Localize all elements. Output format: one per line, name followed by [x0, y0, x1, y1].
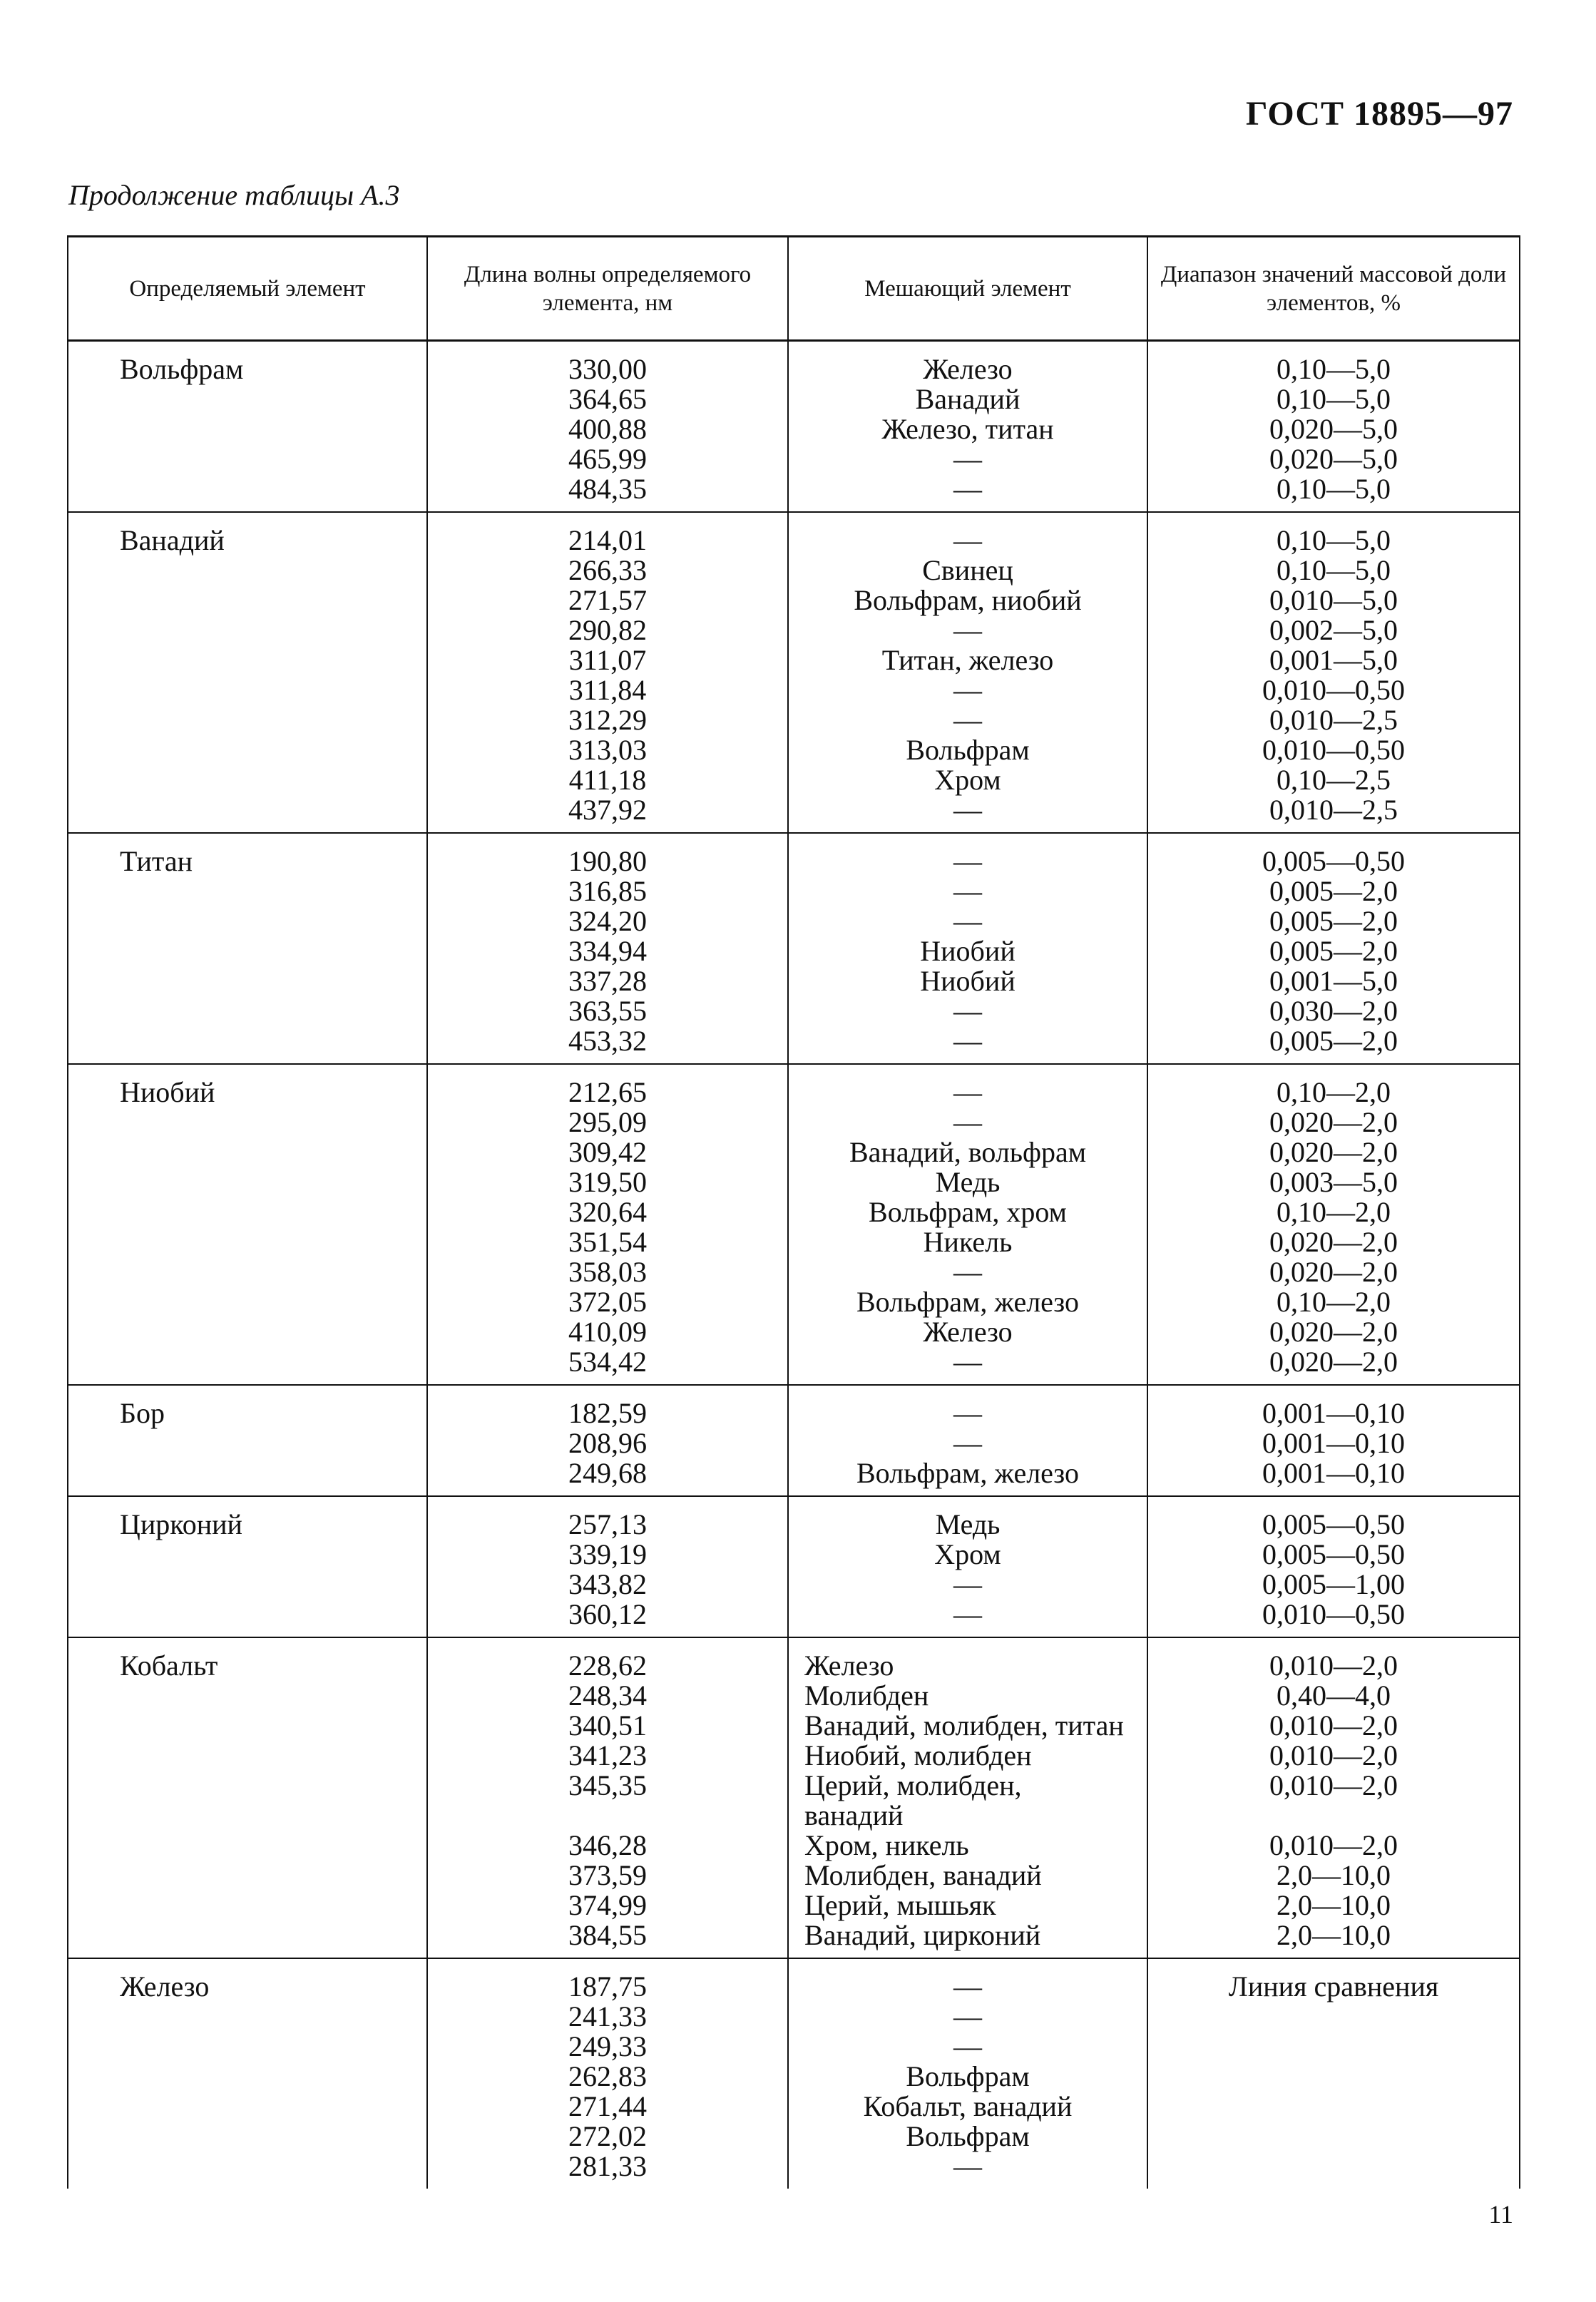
wavelength-value: 295,09: [568, 1106, 647, 1138]
interferent-value: Свинец: [922, 554, 1013, 586]
wavelength-value: 358,03: [568, 1256, 647, 1288]
interferent-value: —: [953, 1256, 982, 1288]
range-value: 0,10—5,0: [1277, 383, 1391, 415]
element-name: Вольфрам: [120, 353, 244, 385]
interferent-value: —: [953, 1598, 982, 1630]
wavelength-value: 309,42: [568, 1136, 647, 1168]
range-value: 0,030—2,0: [1269, 995, 1398, 1027]
interferent-value: Церий, молибден,: [804, 1769, 1022, 1801]
interferent-value: —: [953, 2000, 982, 2032]
interferent-value: Железо: [923, 353, 1013, 385]
range-value: 0,020—2,0: [1269, 1346, 1398, 1378]
interferent-value: Железо, титан: [881, 413, 1054, 445]
interferent-value: Ванадий, молибден, титан: [804, 1709, 1124, 1741]
range-value: 0,001—5,0: [1269, 644, 1398, 676]
interferent-value: —: [953, 875, 982, 907]
wavelength-value: 465,99: [568, 443, 647, 475]
interferent-value: —: [953, 1397, 982, 1429]
range-value: 0,10—5,0: [1277, 353, 1391, 385]
range-value: 0,020—2,0: [1269, 1256, 1398, 1288]
wavelength-value: 249,33: [568, 2030, 647, 2062]
wavelength-value: 453,32: [568, 1025, 647, 1057]
interferent-value: —: [953, 995, 982, 1027]
wavelength-cell: [427, 1385, 788, 1496]
interferent-cell: [788, 1637, 1147, 1958]
wavelength-value: 400,88: [568, 413, 647, 445]
range-value: [1148, 1801, 1519, 1831]
range-cell: [1147, 512, 1520, 833]
element-cell: [68, 1958, 427, 2189]
interferent-cell: [788, 341, 1147, 513]
wavelength-value: 330,00: [568, 353, 647, 385]
interferent-value: —: [953, 1427, 982, 1459]
interferent-value: Медь: [935, 1166, 1001, 1198]
range-cell: [1147, 1064, 1520, 1385]
wavelength-cell: [427, 833, 788, 1064]
table-row: [68, 512, 1520, 833]
interferent-cell: [788, 1496, 1147, 1637]
interferent-value: Хром: [934, 1538, 1001, 1570]
range-value: 0,002—5,0: [1269, 614, 1398, 646]
range-value: 0,005—0,50: [1262, 1538, 1405, 1570]
table-row: [68, 1958, 1520, 2189]
range-value: 0,010—2,0: [1269, 1649, 1398, 1682]
interferent-value: Церий, мышьяк: [804, 1889, 996, 1921]
wavelength-value: 410,09: [568, 1316, 647, 1348]
range-value: 0,10—2,5: [1277, 764, 1391, 796]
interferent-value: —: [953, 1076, 982, 1108]
wavelength-value: 187,75: [568, 1970, 647, 2002]
element-cell: [68, 512, 427, 833]
interferent-value: —: [953, 524, 982, 556]
range-value: 0,001—0,10: [1262, 1457, 1405, 1489]
interferent-value: Молибден, ванадий: [804, 1859, 1042, 1891]
range-cell: [1147, 1385, 1520, 1496]
range-value: 0,10—5,0: [1277, 554, 1391, 586]
range-cell: [1147, 1637, 1520, 1958]
table-header-row: [68, 237, 1520, 341]
range-value: [1148, 2152, 1519, 2181]
range-value: 0,10—2,0: [1277, 1286, 1391, 1318]
range-value: 0,001—5,0: [1269, 965, 1398, 997]
range-value: 0,020—5,0: [1269, 443, 1398, 475]
table-row: [68, 1637, 1520, 1958]
element-cell: [68, 341, 427, 513]
interferent-value: Медь: [935, 1508, 1001, 1540]
range-value: 0,005—2,0: [1269, 875, 1398, 907]
range-value: 0,010—2,5: [1269, 794, 1398, 826]
interferent-value: Молибден: [804, 1679, 929, 1712]
range-value: [1148, 2092, 1519, 2122]
column-header: Диапазон значений массовой доли элементов, %: [1147, 237, 1520, 341]
interferent-value: Вольфрам, ниобий: [854, 584, 1082, 616]
wavelength-value: 312,29: [568, 704, 647, 736]
range-value: 2,0—10,0: [1277, 1919, 1391, 1951]
range-value: 0,005—2,0: [1269, 905, 1398, 937]
interferent-value: Ванадий, вольфрам: [849, 1136, 1087, 1168]
wavelength-value: 190,80: [568, 845, 647, 877]
wavelength-cell: [427, 512, 788, 833]
range-value: 0,010—2,0: [1269, 1769, 1398, 1801]
wavelength-value: 311,84: [568, 674, 647, 706]
wavelength-cell: [427, 1496, 788, 1637]
interferent-value: —: [953, 1568, 982, 1600]
interferent-value: Ванадий: [915, 383, 1020, 415]
range-value: 0,005—2,0: [1269, 1025, 1398, 1057]
interferent-cell: [788, 1958, 1147, 2189]
wavelength-value: 437,92: [568, 794, 647, 826]
range-value: Линия сравнения: [1228, 1970, 1439, 2002]
range-cell: [1147, 833, 1520, 1064]
wavelength-value: 214,01: [568, 524, 647, 556]
wavelength-value: 324,20: [568, 905, 647, 937]
wavelength-value: 290,82: [568, 614, 647, 646]
element-cell: [68, 1385, 427, 1496]
range-value: 2,0—10,0: [1277, 1859, 1391, 1891]
range-value: [1148, 2002, 1519, 2032]
interferent-value: Кобальт, ванадий: [863, 2090, 1073, 2122]
range-value: 0,003—5,0: [1269, 1166, 1398, 1198]
range-value: 0,010—5,0: [1269, 584, 1398, 616]
wavelength-value: 266,33: [568, 554, 647, 586]
wavelength-value: 364,65: [568, 383, 647, 415]
interferent-value: Вольфрам: [906, 734, 1030, 766]
wavelength-value: [428, 1801, 787, 1831]
range-value: 0,010—2,0: [1269, 1829, 1398, 1861]
range-value: 0,010—0,50: [1262, 674, 1405, 706]
range-value: 0,010—2,5: [1269, 704, 1398, 736]
interferent-value: ванадий: [804, 1799, 904, 1831]
interferent-value: Железо: [804, 1649, 894, 1682]
range-cell: [1147, 341, 1520, 513]
range-value: 0,010—0,50: [1262, 734, 1405, 766]
element-name: Железо: [120, 1970, 210, 2002]
wavelength-value: 182,59: [568, 1397, 647, 1429]
range-value: 0,005—1,00: [1262, 1568, 1405, 1600]
interferent-value: —: [953, 1025, 982, 1057]
range-value: 0,010—2,0: [1269, 1709, 1398, 1741]
range-value: 0,020—2,0: [1269, 1136, 1398, 1168]
interferent-value: —: [953, 1106, 982, 1138]
element-name: Цирконий: [120, 1508, 242, 1540]
interferent-value: —: [953, 1970, 982, 2002]
wavelength-value: 257,13: [568, 1508, 647, 1540]
range-value: 0,001—0,10: [1262, 1427, 1405, 1459]
interferent-cell: [788, 833, 1147, 1064]
wavelength-value: 484,35: [568, 473, 647, 505]
range-value: 0,10—2,0: [1277, 1196, 1391, 1228]
wavelength-value: 341,23: [568, 1739, 647, 1771]
interferent-value: Вольфрам, железо: [856, 1457, 1079, 1489]
column-header: Определяемый элемент: [68, 237, 427, 341]
wavelength-value: 372,05: [568, 1286, 647, 1318]
interferent-value: —: [953, 704, 982, 736]
element-name: Бор: [120, 1397, 165, 1429]
interferent-value: —: [953, 443, 982, 475]
interferent-value: —: [953, 1346, 982, 1378]
range-value: 0,10—5,0: [1277, 524, 1391, 556]
wavelength-value: 319,50: [568, 1166, 647, 1198]
interferent-value: —: [953, 2150, 982, 2182]
interferent-value: Вольфрам, железо: [856, 1286, 1079, 1318]
spectral-lines-table: [67, 235, 1520, 2189]
table-row: [68, 1496, 1520, 1637]
interferent-value: Титан, железо: [881, 644, 1054, 676]
wavelength-value: 208,96: [568, 1427, 647, 1459]
wavelength-value: 313,03: [568, 734, 647, 766]
wavelength-value: 346,28: [568, 1829, 647, 1861]
page-number: 11: [1488, 2200, 1513, 2229]
range-value: 0,005—2,0: [1269, 935, 1398, 967]
wavelength-value: 228,62: [568, 1649, 647, 1682]
table-row: [68, 833, 1520, 1064]
wavelength-value: 343,82: [568, 1568, 647, 1600]
wavelength-value: 360,12: [568, 1598, 647, 1630]
element-cell: [68, 1637, 427, 1958]
wavelength-cell: [427, 341, 788, 513]
range-value: 2,0—10,0: [1277, 1889, 1391, 1921]
table-caption: Продолжение таблицы А.3: [68, 179, 400, 211]
wavelength-value: 241,33: [568, 2000, 647, 2032]
wavelength-value: 316,85: [568, 875, 647, 907]
document-code: ГОСТ 18895—97: [1246, 95, 1513, 133]
interferent-value: —: [953, 905, 982, 937]
interferent-value: Ванадий, цирконий: [804, 1919, 1041, 1951]
wavelength-value: 411,18: [568, 764, 647, 796]
interferent-value: Ниобий, молибден: [804, 1739, 1032, 1771]
range-value: 0,10—2,0: [1277, 1076, 1391, 1108]
wavelength-value: 311,07: [568, 644, 647, 676]
range-value: 0,020—2,0: [1269, 1316, 1398, 1348]
table-body: [68, 341, 1520, 2189]
interferent-value: —: [953, 674, 982, 706]
interferent-value: —: [953, 614, 982, 646]
element-cell: [68, 833, 427, 1064]
table-row: [68, 1064, 1520, 1385]
interferent-value: Железо: [923, 1316, 1013, 1348]
wavelength-value: 374,99: [568, 1889, 647, 1921]
range-value: 0,001—0,10: [1262, 1397, 1405, 1429]
wavelength-value: 345,35: [568, 1769, 647, 1801]
wavelength-value: 271,57: [568, 584, 647, 616]
interferent-value: Вольфрам: [906, 2120, 1030, 2152]
wavelength-value: 351,54: [568, 1226, 647, 1258]
wavelength-cell: [427, 1958, 788, 2189]
table-row: [68, 1385, 1520, 1496]
column-header: Мешающий элемент: [788, 237, 1147, 341]
wavelength-value: 272,02: [568, 2120, 647, 2152]
element-name: Кобальт: [120, 1649, 218, 1682]
range-value: 0,40—4,0: [1277, 1679, 1391, 1712]
interferent-value: Вольфрам: [906, 2060, 1030, 2092]
wavelength-value: 320,64: [568, 1196, 647, 1228]
wavelength-value: 339,19: [568, 1538, 647, 1570]
element-cell: [68, 1064, 427, 1385]
wavelength-value: 281,33: [568, 2150, 647, 2182]
range-value: 0,10—5,0: [1277, 473, 1391, 505]
interferent-value: Ниобий: [920, 965, 1016, 997]
interferent-value: Ниобий: [920, 935, 1016, 967]
range-value: [1148, 2032, 1519, 2062]
element-name: Титан: [120, 845, 193, 877]
range-value: 0,020—2,0: [1269, 1226, 1398, 1258]
wavelength-value: 248,34: [568, 1679, 647, 1712]
wavelength-value: 337,28: [568, 965, 647, 997]
wavelength-cell: [427, 1637, 788, 1958]
wavelength-value: 334,94: [568, 935, 647, 967]
wavelength-value: 363,55: [568, 995, 647, 1027]
range-value: 0,020—5,0: [1269, 413, 1398, 445]
wavelength-value: 373,59: [568, 1859, 647, 1891]
wavelength-value: 249,68: [568, 1457, 647, 1489]
range-value: 0,010—0,50: [1262, 1598, 1405, 1630]
range-cell: [1147, 1958, 1520, 2189]
range-value: 0,020—2,0: [1269, 1106, 1398, 1138]
range-value: [1148, 2062, 1519, 2092]
wavelength-value: 271,44: [568, 2090, 647, 2122]
wavelength-value: 534,42: [568, 1346, 647, 1378]
interferent-value: Вольфрам, хром: [869, 1196, 1067, 1228]
interferent-value: Никель: [923, 1226, 1013, 1258]
element-cell: [68, 1496, 427, 1637]
interferent-value: —: [953, 845, 982, 877]
range-value: 0,005—0,50: [1262, 1508, 1405, 1540]
range-value: 0,005—0,50: [1262, 845, 1405, 877]
range-value: [1148, 2122, 1519, 2152]
wavelength-cell: [427, 1064, 788, 1385]
table-row: [68, 341, 1520, 513]
interferent-cell: [788, 512, 1147, 833]
range-value: 0,010—2,0: [1269, 1739, 1398, 1771]
interferent-cell: [788, 1064, 1147, 1385]
interferent-value: —: [953, 794, 982, 826]
range-cell: [1147, 1496, 1520, 1637]
element-name: Ниобий: [120, 1076, 215, 1108]
wavelength-value: 212,65: [568, 1076, 647, 1108]
interferent-cell: [788, 1385, 1147, 1496]
interferent-value: Хром: [934, 764, 1001, 796]
interferent-value: —: [953, 2030, 982, 2062]
interferent-value: Хром, никель: [804, 1829, 969, 1861]
interferent-value: —: [953, 473, 982, 505]
wavelength-value: 384,55: [568, 1919, 647, 1951]
wavelength-value: 262,83: [568, 2060, 647, 2092]
column-header: Длина волны определяемого элемента, нм: [427, 237, 788, 341]
wavelength-value: 340,51: [568, 1709, 647, 1741]
element-name: Ванадий: [120, 524, 225, 556]
